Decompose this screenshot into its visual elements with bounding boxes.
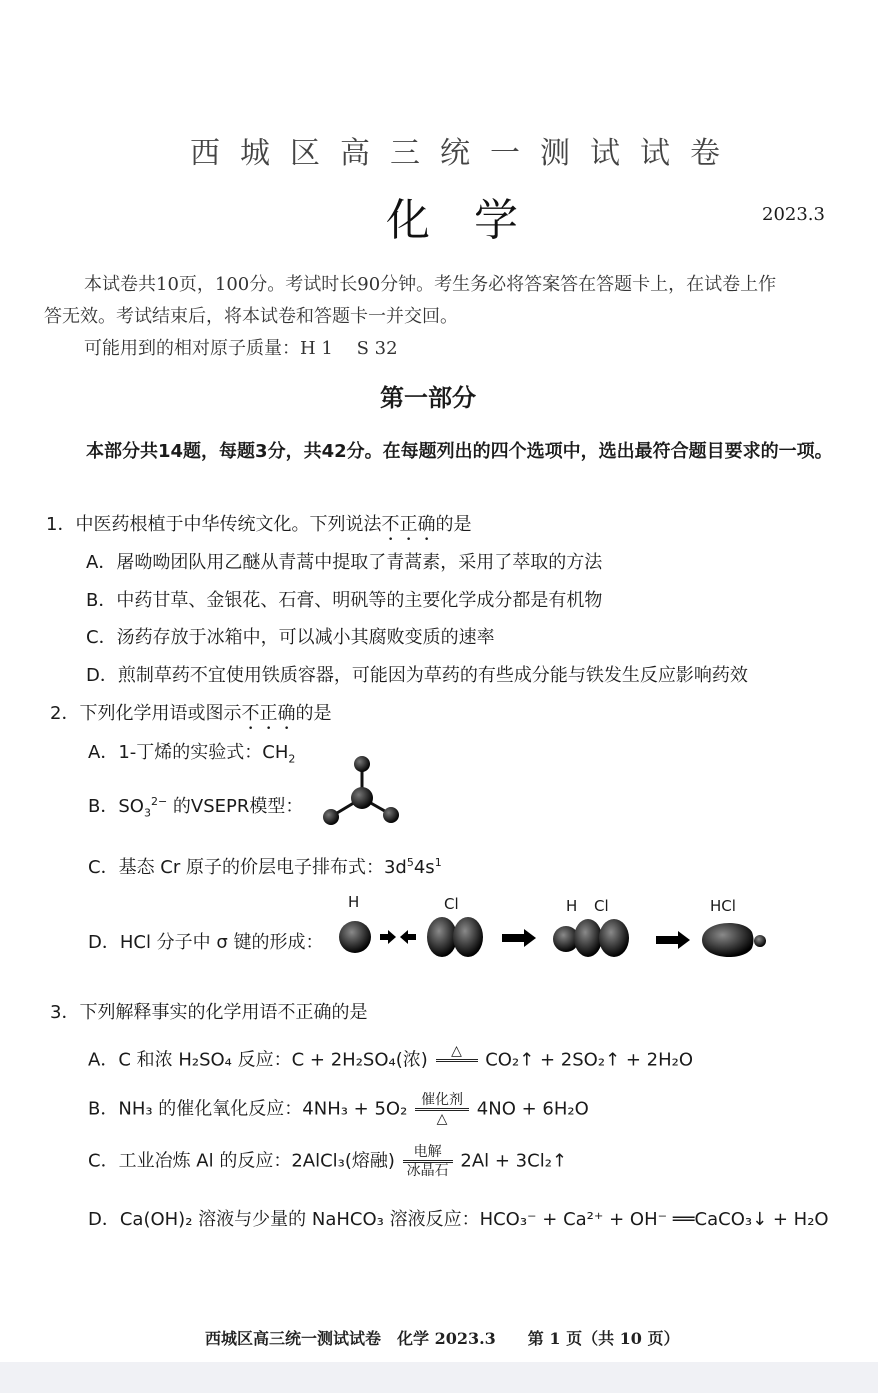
q2-option-d: D．HCl 分子中 σ 键的形成： — [88, 932, 324, 953]
q3-b-text: B．NH₃ 的催化氧化反应：4NH₃ + 5O₂ — [88, 1098, 408, 1120]
q1-option-a: A．屠呦呦团队用乙醚从青蒿中提取了青蒿素，采用了萃取的方法 — [86, 552, 603, 573]
overlap-orbitals — [553, 919, 629, 957]
q2-stem-pre: 2．下列化学用语或图示 — [50, 703, 242, 724]
question-3-stem: 3．下列解释事实的化学用语不正确的是 — [50, 1002, 368, 1023]
label-h-1: H — [348, 893, 360, 911]
q3-a-cond-top: △ — [451, 1043, 462, 1059]
q2-option-a — [88, 738, 295, 766]
q2-c-text: C．基态 Cr 原子的价层电子排布式：3d — [88, 857, 407, 878]
section-title: 第一部分 — [380, 384, 476, 412]
q1-option-d: D．煎制草药不宜使用铁质容器，可能因为草药的有些成分能与铁发生反应影响药效 — [86, 665, 748, 686]
cl-p-orbital — [427, 917, 483, 957]
q3-a-condition — [436, 1043, 478, 1078]
reaction-arrow-icon — [502, 929, 536, 947]
sigma-bond-formation-diagram — [334, 910, 774, 968]
q3-b-products: 4NO + 6H₂O — [476, 1098, 589, 1120]
instructions-line-2: 答无效。考试结束后，将本试卷和答题卡一并交回。 — [44, 306, 458, 327]
instructions-line-1: 本试卷共10页，100分。考试时长90分钟。考生务必将答案答在答题卡上，在试卷上作 — [84, 274, 777, 295]
exam-title: 西城区高三统一测试试卷 — [190, 136, 740, 171]
q3-option-c — [88, 1144, 567, 1179]
q2-b-text: B．SO — [88, 796, 144, 817]
bottom-band — [0, 1362, 878, 1393]
h-s-orbital — [339, 921, 371, 953]
q2-a-sub: 2 — [288, 752, 296, 766]
reaction-arrow-icon — [656, 931, 690, 949]
q3-c-cond-top: 电解 — [413, 1144, 442, 1160]
exam-date: 2023.3 — [762, 204, 825, 225]
question-2-stem — [50, 699, 331, 734]
q1-stem-pre: 1．中医药根植于中华传统文化。下列说法 — [46, 514, 382, 535]
q2-c-mid: 4s — [413, 857, 435, 878]
label-h-2: H — [566, 897, 578, 915]
q1-stem-emphasis: 不正确 — [381, 514, 436, 535]
q2-option-b — [88, 792, 303, 820]
subject-title: 化学 — [386, 195, 562, 246]
q2-c-sup2: 1 — [434, 856, 442, 869]
approach-arrows-icon — [380, 930, 416, 944]
atomic-mass-line: 可能用到的相对原子质量：H 1 S 32 — [84, 338, 398, 359]
q2-a-text: A．1-丁烯的实验式：CH — [88, 742, 289, 763]
hcl-sigma-orbital — [702, 923, 766, 957]
q3-c-cond-bottom: 冰晶石 — [406, 1163, 449, 1179]
q1-option-b: B．中药甘草、金银花、石膏、明矾等的主要化学成分都是有机物 — [86, 590, 603, 611]
label-hcl: HCl — [710, 897, 736, 915]
q3-c-condition — [403, 1144, 453, 1179]
q2-stem-emphasis: 不正确 — [241, 703, 296, 724]
q3-a-text: A．C 和浓 H₂SO₄ 反应：C + 2H₂SO₄(浓) — [88, 1049, 428, 1071]
q3-c-products: 2Al + 3Cl₂↑ — [460, 1150, 568, 1172]
vsepr-model-diagram — [318, 752, 404, 832]
q2-b-sub: 3 — [143, 806, 151, 820]
q3-b-cond-top: 催化剂 — [421, 1092, 464, 1108]
q3-a-products: CO₂↑ + 2SO₂↑ + 2H₂O — [485, 1049, 694, 1071]
label-cl-1: Cl — [444, 895, 459, 913]
q2-b-post: 的VSEPR模型： — [167, 796, 304, 817]
q2-option-c — [88, 853, 442, 879]
q2-c-sup1: 5 — [406, 856, 414, 869]
q2-b-sup: 2− — [150, 795, 168, 808]
q1-stem-post: 的是 — [435, 514, 472, 535]
q3-option-b — [88, 1092, 589, 1127]
q3-b-cond-bottom: △ — [436, 1111, 448, 1127]
q3-c-text: C．工业冶炼 Al 的反应：2AlCl₃(熔融) — [88, 1150, 395, 1172]
q3-option-a — [88, 1043, 693, 1078]
q3-option-d: D．Ca(OH)₂ 溶液与少量的 NaHCO₃ 溶液反应：HCO₃⁻ + Ca²⁺ + OH⁻ ══CaCO₃↓ + H₂O — [88, 1209, 829, 1230]
question-1-stem — [46, 510, 471, 545]
q1-option-c: C．汤药存放于冰箱中，可以减小其腐败变质的速率 — [86, 627, 495, 648]
section-intro: 本部分共14题，每题3分，共42分。在每题列出的四个选项中，选出最符合题目要求的一项。 — [86, 441, 833, 462]
label-cl-2: Cl — [594, 897, 609, 915]
q2-stem-post: 的是 — [295, 703, 332, 724]
page-footer: 西城区高三统一测试试卷 化学 2023.3 第 1 页（共 10 页） — [205, 1329, 680, 1348]
q3-b-condition — [415, 1092, 469, 1127]
